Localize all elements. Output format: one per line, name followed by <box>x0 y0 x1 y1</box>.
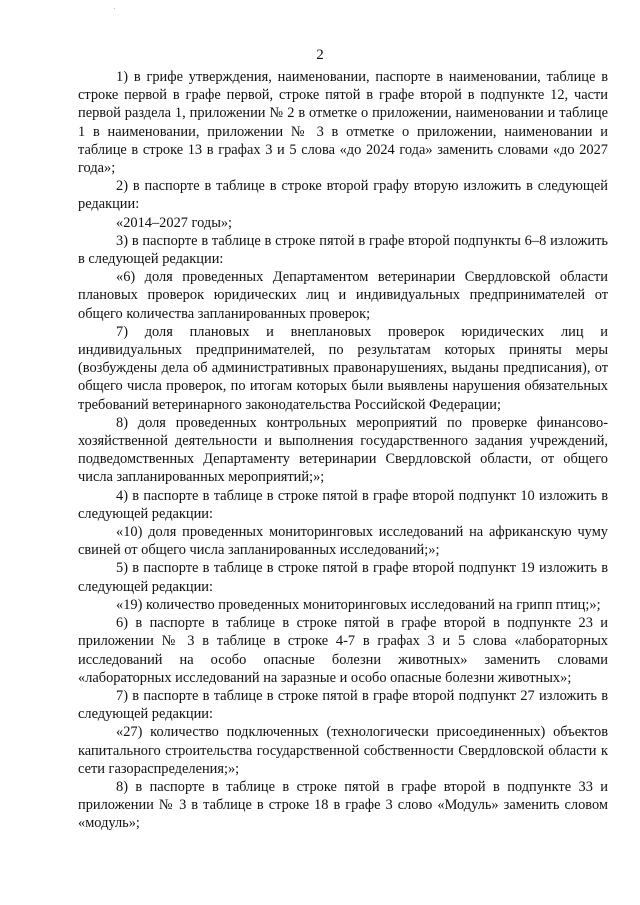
scan-speck <box>114 8 115 9</box>
paragraph-item-3: 3) в паспорте в таблице в строке пятой в графе второй подпункты 6–8 изложить в следующей редакции: <box>78 232 608 268</box>
paragraph-item-2: 2) в паспорте в таблице в строке второй графу вторую изложить в следующей редакции: <box>78 178 608 213</box>
paragraph-item-3-sub-6: «6) доля проведенных Департаментом ветеринарии Свердловской области плановых проверок юридических лиц и индивидуальных предпринимателей от общего количества запланированных проверок; <box>78 269 608 322</box>
paragraph-item-7-text: «27) количество подключенных (технологически присоединенных) объектов капитального строительства государственной собственности Свердловской области к сети газораспределения;»; <box>78 724 608 777</box>
document-body <box>78 68 608 833</box>
paragraph-item-5: 5) в паспорте в таблице в строке пятой в графе второй подпункт 19 изложить в следующей редакции: <box>78 560 608 595</box>
paragraph-item-6: 6) в паспорте в таблице в строке пятой в графе второй в подпункте 23 и приложении № 3 в таблице в строке 4-7 в графах 3 и 5 слова «лабораторных исследований на особо опасные болезни животных» заменить словами «лабораторных исследований на заразные и особо опасные болезни животных»; <box>78 615 608 686</box>
paragraph-item-2-text: «2014–2027 годы»; <box>116 214 233 231</box>
paragraph-item-3-sub-8: 8) доля проведенных контрольных мероприятий по проверке финансово-хозяйственной деятельности и выполнения государственного задания учреждений, подведомственных Департаменту ветеринарии Свердловской области, от общего числа запланированных мероприятий;»; <box>78 414 608 486</box>
paragraph-item-1: 1) в грифе утверждения, наименовании, паспорте в наименовании, таблице в строке первой в графе первой, строке пятой в графе второй в подпункте 12, части первой раздела 1, приложении № 2 в отметке о приложении, наименовании и таблице 1 в наименовании, приложении № 3 в отметке о приложении, наименовании и таблице в строке 13 в графах 3 и 5 слова «до 2024 года» заменить словами «до 2027 года»; <box>78 69 608 177</box>
page-number: 2 <box>316 47 324 63</box>
paragraph-item-5-text: «19) количество проведенных мониторинговых исследований на грипп птиц;»; <box>116 596 601 613</box>
paragraph-item-4: 4) в паспорте в таблице в строке пятой в графе второй подпункт 10 изложить в следующей редакции: <box>78 487 608 522</box>
paragraph-item-3-sub-7: 7) доля плановых и внеплановых проверок юридических лиц и индивидуальных предпринимателей, по результатам которых приняты меры (возбуждены дела об административных правонарушениях, выданы предписания), от общего числа проверок, по итогам которых были выявлены нарушения обязательных требований ветеринарного законодательства Российской Федерации; <box>78 323 608 413</box>
paragraph-item-7: 7) в паспорте в таблице в строке пятой в графе второй подпункт 27 изложить в следующей редакции: <box>78 687 608 723</box>
paragraph-item-4-text: «10) доля проведенных мониторинговых исследований на африканскую чуму свиней от общего числа запланированных исследований;»; <box>78 524 608 559</box>
paragraph-item-8: 8) в паспорте в таблице в строке пятой в графе второй в подпункте 33 и приложении № 3 в таблице в строке 18 в графе 3 слово «Модуль» заменить словом «модуль»; <box>78 778 608 832</box>
